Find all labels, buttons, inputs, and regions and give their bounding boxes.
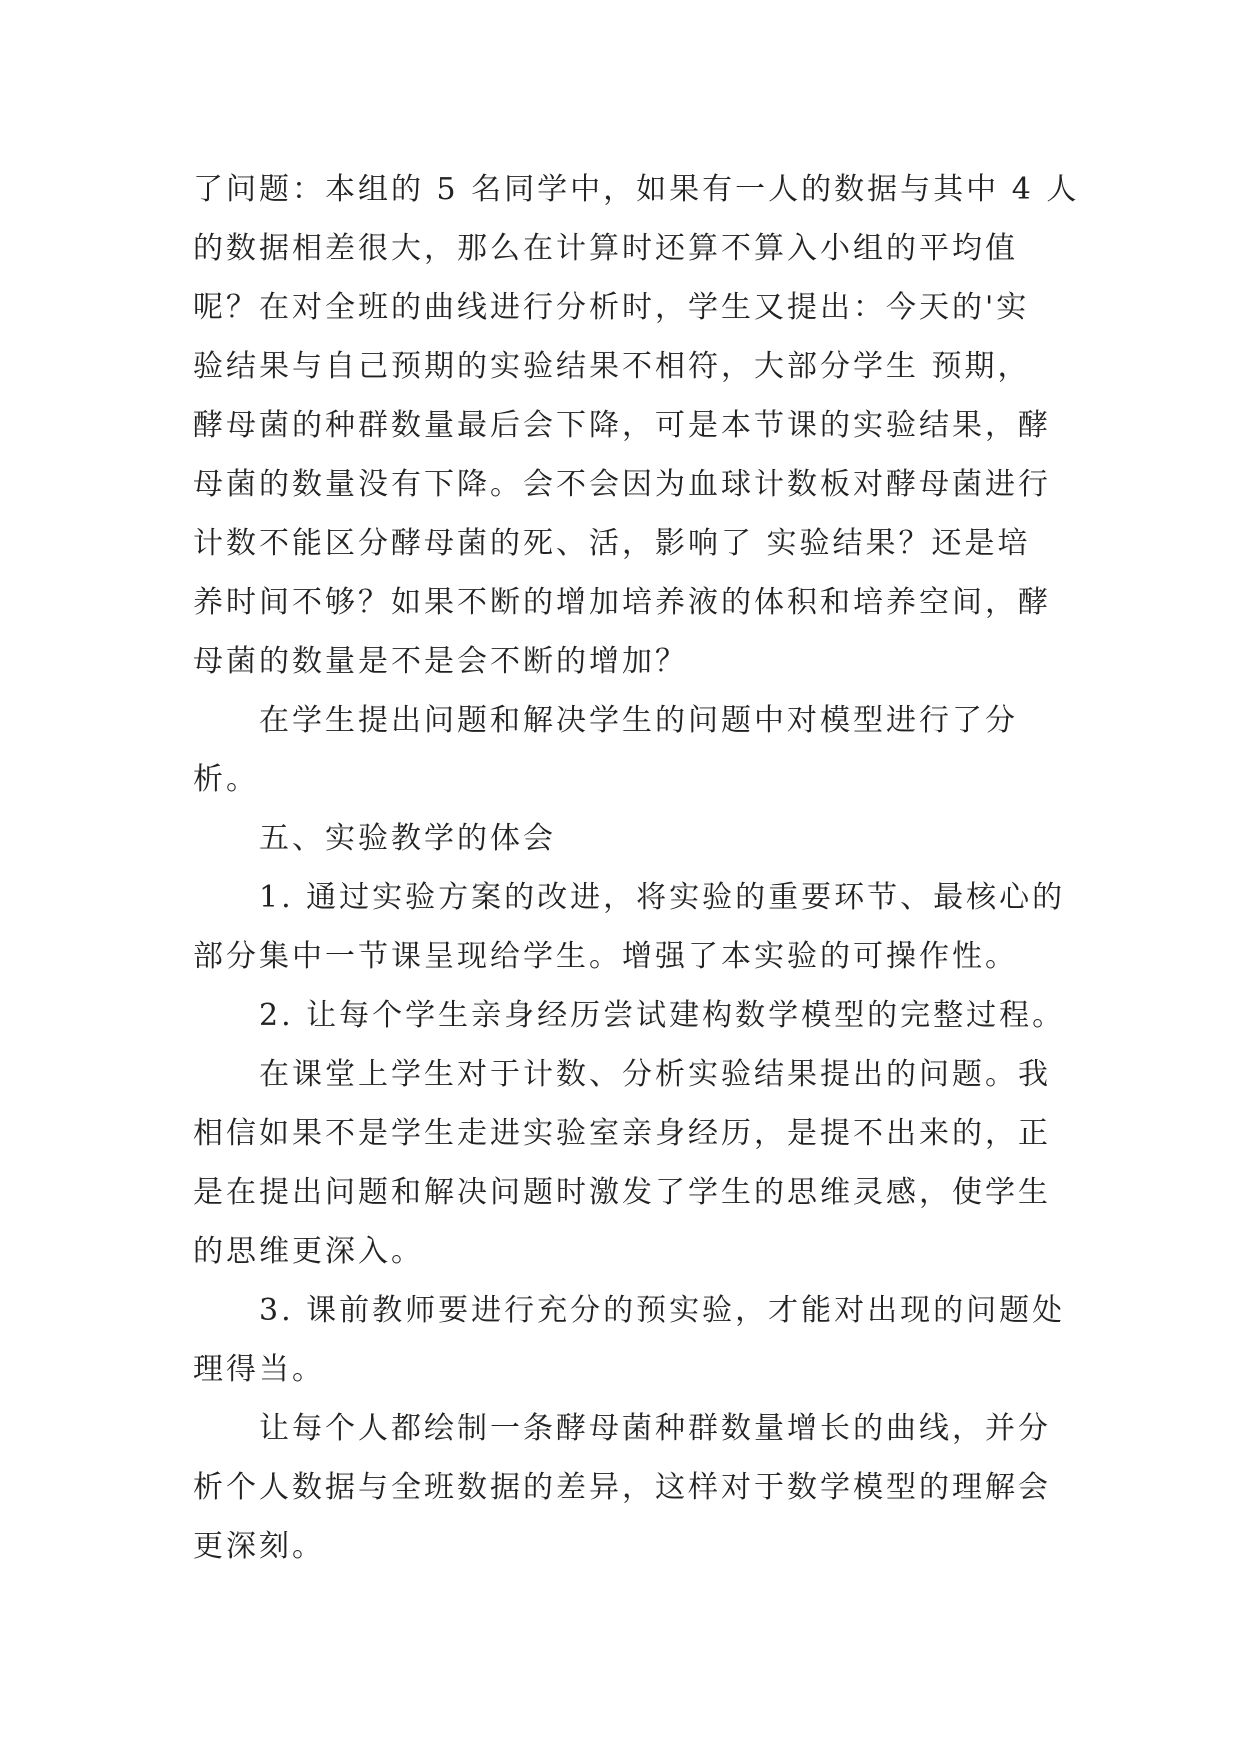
text-line: 的思维更深入。 — [193, 1234, 424, 1269]
section-heading: 五、实验教学的体会 — [259, 821, 556, 856]
paragraph-start-line: 在学生提出问题和解决学生的问题中对模型进行了分 — [259, 703, 1018, 738]
text-line: 析个人数据与全班数据的差异，这样对于数学模型的理解会 — [193, 1470, 1051, 1505]
text-line: 母菌的数量没有下降。会不会因为血球计数板对酵母菌进行 — [193, 467, 1051, 502]
paragraph-start-line: 让每个人都绘制一条酵母菌种群数量增长的曲线，并分 — [259, 1411, 1051, 1446]
text-line: 析。 — [193, 762, 259, 797]
numbered-item-2: 2. 让每个学生亲身经历尝试建构数学模型的完整过程。 — [259, 998, 1066, 1033]
paragraph-start-line: 在课堂上学生对于计数、分析实验结果提出的问题。我 — [259, 1057, 1051, 1092]
text-line: 酵母菌的种群数量最后会下降，可是本节课的实验结果，酵 — [193, 408, 1051, 443]
text-line: 母菌的数量是不是会不断的增加？ — [193, 644, 688, 679]
text-line: 养时间不够？如果不断的增加培养液的体积和培养空间，酵 — [193, 585, 1051, 620]
text-line: 呢？在对全班的曲线进行分析时，学生又提出：今天的'实 — [193, 290, 1030, 325]
document-body — [193, 160, 1083, 1576]
numbered-item-3: 3. 课前教师要进行充分的预实验，才能对出现的问题处 — [259, 1293, 1066, 1328]
text-line: 验结果与自己预期的实验结果不相符，大部分学生 预期， — [193, 349, 1031, 384]
text-line: 是在提出问题和解决问题时激发了学生的思维灵感，使学生 — [193, 1175, 1051, 1210]
text-line: 了问题：本组的 5 名同学中，如果有一人的数据与其中 4 人 — [193, 172, 1080, 207]
text-line: 计数不能区分酵母菌的死、活，影响了 实验结果？还是培 — [193, 526, 1031, 561]
numbered-item-1: 1. 通过实验方案的改进，将实验的重要环节、最核心的 — [259, 880, 1066, 915]
text-line: 相信如果不是学生走进实验室亲身经历，是提不出来的，正 — [193, 1116, 1051, 1151]
text-line: 部分集中一节课呈现给学生。增强了本实验的可操作性。 — [193, 939, 1018, 974]
text-line: 的数据相差很大，那么在计算时还算不算入小组的平均值 — [193, 231, 1018, 266]
text-line: 更深刻。 — [193, 1529, 325, 1564]
text-line: 理得当。 — [193, 1352, 325, 1387]
